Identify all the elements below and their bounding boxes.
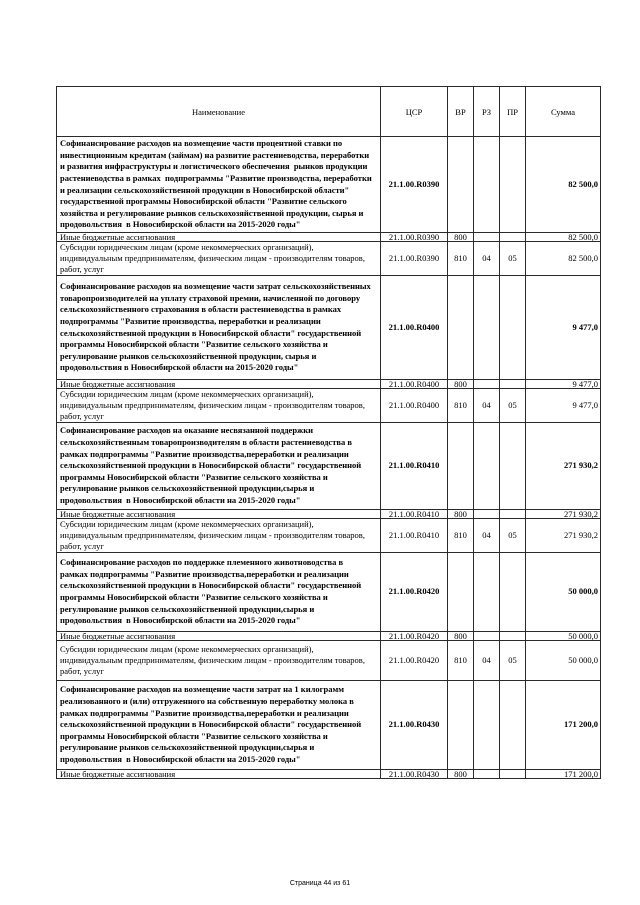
cell-rz: 04 — [474, 389, 500, 423]
cell-pr: 05 — [500, 519, 526, 553]
cell-rz: 04 — [474, 519, 500, 553]
cell-name: Софинансирование расходов на возмещение части затрат сельскохозяйственных товаропроизводителей на уплату страховой премии, начисленной по договору сельскохозяйственного страхования в области растениеводства в рамках подпрограммы "Развитие производства, переработки и реализации сельскохозяйственной продукции в Новосибирской области" государственной программы Новосибирской области "Развитие сельского хозяйства и регулирование рынков сельскохозяйственной продукции, сырья и продовольствия в Новосибирской области на 2015-2020 годы" — [57, 276, 381, 380]
cell-csr: 21.1.00.R0400 — [381, 380, 448, 389]
cell-vr: 800 — [448, 770, 474, 779]
cell-name: Иные бюджетные ассигнования — [57, 770, 381, 779]
cell-pr — [500, 276, 526, 380]
cell-csr: 21.1.00.R0420 — [381, 553, 448, 632]
cell-pr: 05 — [500, 242, 526, 276]
cell-name: Софинансирование расходов по поддержке племенного животноводства в рамках подпрограммы "Развитие производства,переработки и реализации сельскохозяйственной продукции в Новосибирской области" государственной программы Новосибирской области "Развитие сельского хозяйства и регулирование рынков сельскохозяйственной продукции,сырья и продовольствия в Новосибирской области на 2015-2020 годы" — [57, 553, 381, 632]
cell-vr — [448, 423, 474, 510]
cell-pr — [500, 380, 526, 389]
cell-name: Субсидии юридическим лицам (кроме некоммерческих организаций), индивидуальным предпринимателям, физическим лицам - производителям товаров, работ, услуг — [57, 389, 381, 423]
cell-sum: 271 930,2 — [526, 519, 601, 553]
cell-name: Иные бюджетные ассигнования — [57, 233, 381, 242]
cell-vr: 810 — [448, 641, 474, 681]
cell-csr: 21.1.00.R0430 — [381, 681, 448, 770]
cell-rz — [474, 233, 500, 242]
cell-sum: 271 930,2 — [526, 423, 601, 510]
cell-rz — [474, 423, 500, 510]
cell-csr: 21.1.00.R0420 — [381, 641, 448, 681]
cell-name: Иные бюджетные ассигнования — [57, 632, 381, 641]
cell-sum: 82 500,0 — [526, 233, 601, 242]
cell-sum: 9 477,0 — [526, 276, 601, 380]
cell-sum: 50 000,0 — [526, 641, 601, 681]
cell-vr — [448, 681, 474, 770]
cell-pr — [500, 510, 526, 519]
cell-vr: 810 — [448, 242, 474, 276]
cell-csr: 21.1.00.R0390 — [381, 137, 448, 233]
cell-csr: 21.1.00.R0400 — [381, 276, 448, 380]
cell-pr — [500, 632, 526, 641]
cell-csr: 21.1.00.R0410 — [381, 519, 448, 553]
cell-vr: 800 — [448, 632, 474, 641]
cell-csr: 21.1.00.R0410 — [381, 423, 448, 510]
cell-rz — [474, 510, 500, 519]
budget-table — [56, 86, 601, 779]
cell-sum: 82 500,0 — [526, 242, 601, 276]
cell-rz — [474, 380, 500, 389]
cell-vr: 800 — [448, 233, 474, 242]
cell-sum: 271 930,2 — [526, 510, 601, 519]
cell-sum: 9 477,0 — [526, 389, 601, 423]
cell-vr — [448, 137, 474, 233]
cell-vr: 800 — [448, 380, 474, 389]
column-header-vr: ВР — [448, 87, 474, 137]
cell-sum: 82 500,0 — [526, 137, 601, 233]
cell-csr: 21.1.00.R0390 — [381, 233, 448, 242]
cell-sum: 50 000,0 — [526, 632, 601, 641]
cell-rz — [474, 137, 500, 233]
cell-vr: 810 — [448, 389, 474, 423]
cell-sum: 9 477,0 — [526, 380, 601, 389]
cell-pr — [500, 137, 526, 233]
cell-vr — [448, 276, 474, 380]
cell-vr — [448, 553, 474, 632]
cell-rz — [474, 770, 500, 779]
cell-rz — [474, 632, 500, 641]
column-header-rz: РЗ — [474, 87, 500, 137]
cell-csr: 21.1.00.R0430 — [381, 770, 448, 779]
cell-rz — [474, 553, 500, 632]
page-number: Страница 44 из 61 — [289, 880, 351, 887]
cell-name: Субсидии юридическим лицам (кроме некоммерческих организаций), индивидуальным предпринимателям, физическим лицам - производителям товаров, работ, услуг — [57, 641, 381, 681]
cell-name: Софинансирование расходов на возмещение части затрат на 1 килограмм реализованного и (или) отгруженного на собственную переработку молока в рамках подпрограммы "Развитие производства,переработки и реализации сельскохозяйственной продукции в Новосибирской области" государственной программы Новосибирской области "Развитие сельского хозяйства и регулирование рынков сельскохозяйственной продукции,сырья и продовольствия в Новосибирской области на 2015-2020 годы" — [57, 681, 381, 770]
column-header-csr: ЦСР — [381, 87, 448, 137]
cell-sum: 50 000,0 — [526, 553, 601, 632]
cell-rz: 04 — [474, 242, 500, 276]
cell-rz — [474, 681, 500, 770]
cell-pr: 05 — [500, 389, 526, 423]
cell-rz — [474, 276, 500, 380]
cell-vr: 810 — [448, 519, 474, 553]
cell-name: Субсидии юридическим лицам (кроме некоммерческих организаций), индивидуальным предпринимателям, физическим лицам - производителям товаров, работ, услуг — [57, 519, 381, 553]
cell-pr — [500, 553, 526, 632]
column-header-sum: Сумма — [526, 87, 601, 137]
cell-name: Софинансирование расходов на оказание несвязанной поддержки сельскохозяйственным товаропроизводителям в области растениеводства в рамках подпрограммы "Развитие производства,переработки и реализации сельскохозяйственной продукции в Новосибирской области" государственной программы Новосибирской области "Развитие сельского хозяйства и регулирование рынков сельскохозяйственной продукции,сырья и продовольствия в Новосибирской области на 2015-2020 годы" — [57, 423, 381, 510]
cell-name: Иные бюджетные ассигнования — [57, 510, 381, 519]
column-header-pr: ПР — [500, 87, 526, 137]
cell-pr — [500, 681, 526, 770]
cell-csr: 21.1.00.R0410 — [381, 510, 448, 519]
cell-pr — [500, 770, 526, 779]
cell-sum: 171 200,0 — [526, 681, 601, 770]
cell-sum: 171 200,0 — [526, 770, 601, 779]
cell-rz: 04 — [474, 641, 500, 681]
cell-name: Иные бюджетные ассигнования — [57, 380, 381, 389]
cell-csr: 21.1.00.R0420 — [381, 632, 448, 641]
cell-csr: 21.1.00.R0390 — [381, 242, 448, 276]
cell-pr — [500, 233, 526, 242]
cell-name: Субсидии юридическим лицам (кроме некоммерческих организаций), индивидуальным предпринимателям, физическим лицам - производителям товаров, работ, услуг — [57, 242, 381, 276]
cell-pr: 05 — [500, 641, 526, 681]
cell-csr: 21.1.00.R0400 — [381, 389, 448, 423]
cell-name: Софинансирование расходов на возмещение части процентной ставки по инвестиционным кредитам (займам) на развитие растениеводства, переработки и развития инфраструктуры и логистического обеспечения рынков продукции растениеводства в рамках подпрограммы "Развитие производства, переработки и реализации сельскохозяйственной продукции в Новосибирской области" государственной программы Новосибирской области "Развитие сельского хозяйства и регулирование рынков сельскохозяйственной продукции, сырья и продовольствия в Новосибирской области на 2015-2020 годы" — [57, 137, 381, 233]
cell-pr — [500, 423, 526, 510]
cell-vr: 800 — [448, 510, 474, 519]
column-header-name: Наименование — [57, 87, 381, 137]
